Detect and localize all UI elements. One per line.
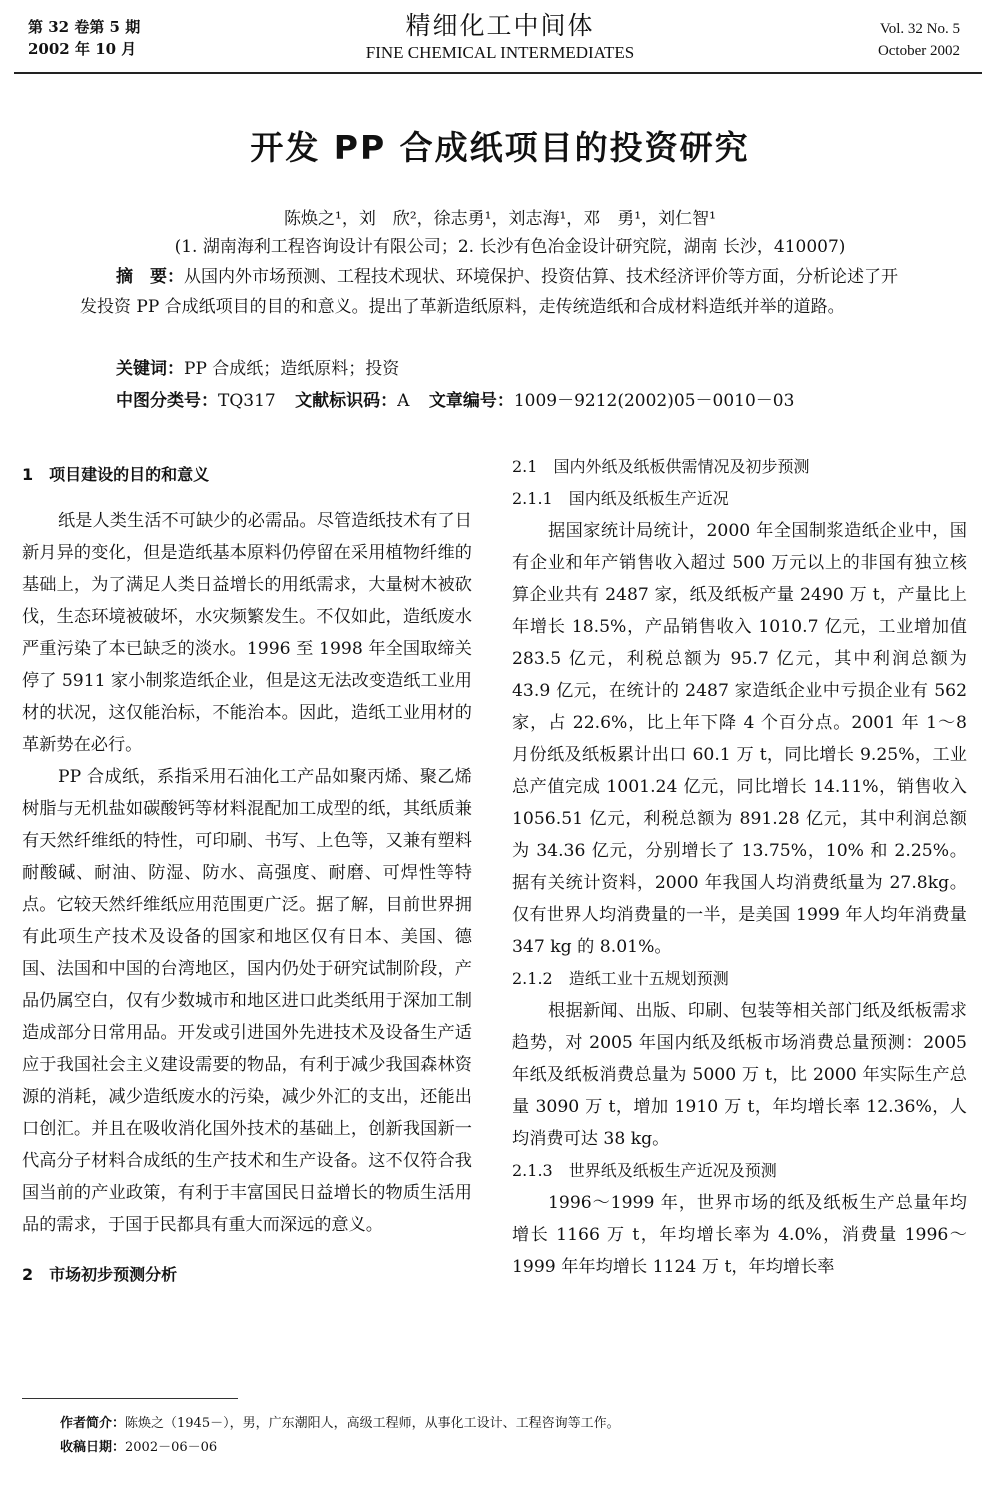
- keywords-label: 关键词：: [116, 359, 184, 379]
- subsection-2-1-1: 2.1.1 国内纸及纸板生产近况: [512, 489, 729, 508]
- paragraph: PP 合成纸，系指采用石油化工产品如聚丙烯、聚乙烯树脂与无机盐如碳酸钙等材料混配加工成型的纸，其纸质兼有天然纤维纸的特性，可印刷、书写、上色等，又兼有塑料耐酸碱、耐油、防湿、防水、高强度、耐磨、可焊性等特点。它较天然纤维纸应用范围更广泛。据了解，目前世界拥有此项生产技术及设备的国家和地区仅有日本、美国、德国、法国和中国的台湾地区，国内仍处于研究试制阶段，产品仍属空白，仅有少数城市和地区进口此类纸用于深加工制造成部分日常用品。开发或引进国外先进技术及设备生产适应于我国社会主义建设需要的物品，有利于减少我国森林资源的消耗，减少造纸废水的污染，减少外汇的支出，还能出口创汇。并且在吸收消化国外技术的基础上，创新我国新一代高分子材料合成纸的生产技术和生产设备。这不仅符合我国当前的产业政策，有利于丰富国民日益增长的物质生活用品的需求，于国于民都具有重大而深远的意义。: [22, 767, 472, 1235]
- keywords-text: PP 合成纸；造纸原料；投资: [184, 359, 400, 379]
- journal-title: [0, 10, 1000, 64]
- doc-code-value: A: [397, 391, 410, 411]
- article-no-value: 1009－9212(2002)05－0010－03: [513, 391, 795, 411]
- paragraph: 据国家统计局统计，2000 年全国制浆造纸企业中，国有企业和年产销售收入超过 500 万元以上的非国有独立核算企业共有 2487 家，纸及纸板产量 2490 万 t，产量比上年增长 18.5%，产品销售收入 1010.7 亿元，工业增加值 283.5 亿元，利税总额为 95.7 亿元，其中利润总额为 43.9 亿元，在统计的 2487 家造纸企业中亏损企业有 562 家，占 22.6%，比上年下降 4 个百分点。2001 年 1～8 月份纸及纸板累计出口 60.1 万 t，同比增长 9.25%，工业总产值完成 1001.24 亿元，同比增长 14.11%，销售收入 1056.51 亿元，利税总额为 891.28 亿元，其中利润总额为 34.36 亿元，分别增长了 13.75%，10% 和 2.25%。据有关统计资料，2000 年我国人均消费纸量为 27.8kg。仅有世界人均消费量的一半，是美国 1999 年人均年消费量 347 kg 的 8.01%。: [512, 521, 967, 957]
- right-column: [512, 457, 967, 1283]
- volume-cn: 第 32 卷第 5 期: [28, 18, 141, 36]
- received-date: [60, 1436, 620, 1460]
- header-divider: [14, 72, 982, 74]
- abstract-label: 摘 要：: [116, 267, 184, 287]
- author-bio-text: 陈焕之（1945－），男，广东潮阳人，高级工程师，从事化工设计、工程咨询等工作。: [125, 1416, 620, 1431]
- received-label: 收稿日期：: [60, 1440, 126, 1455]
- journal-name-cn: 精细化工中间体: [405, 11, 595, 40]
- article-no-label: 文章编号：: [428, 391, 514, 411]
- section-1-heading: 1 项目建设的目的和意义: [22, 465, 210, 484]
- issue-info-en: [878, 18, 960, 62]
- author-bio-label: 作者简介：: [60, 1416, 126, 1431]
- footnote-divider: [22, 1398, 238, 1399]
- clc-value: TQ317: [218, 391, 276, 411]
- keywords: [116, 354, 399, 379]
- article-title: 开发 PP 合成纸项目的投资研究: [250, 128, 750, 167]
- paragraph: 根据新闻、出版、印刷、包装等相关部门纸及纸板需求趋势，对 2005 年国内纸及纸板市场消费总量预测：2005 年纸及纸板消费总量为 5000 万 t，比 2000 年实际生产总量 3090 万 t，增加 1910 万 t，年均增长率 12.36%，人均消费可达 38 kg。: [512, 1001, 967, 1149]
- subsection-2-1-3: 2.1.3 世界纸及纸板生产近况及预测: [512, 1161, 777, 1180]
- received-text: 2002－06－06: [125, 1440, 218, 1455]
- clc-code: [116, 391, 276, 411]
- classification-line: [116, 386, 808, 411]
- abstract: [80, 262, 910, 322]
- date-en: October 2002: [877, 43, 960, 59]
- paragraph: 1996～1999 年，世界市场的纸及纸板生产总量年均增长 1166 万 t，年均增长率为 4.0%，消费量 1996～1999 年年均增长 1124 万 t，年均增长率: [512, 1193, 967, 1277]
- section-2-heading: 2 市场初步预测分析: [22, 1265, 178, 1284]
- volume-en: Vol. 32 No. 5: [879, 21, 960, 37]
- subsection-2-1: 2.1 国内外纸及纸板供需情况及初步预测: [512, 457, 810, 476]
- doc-code-label: 文献标识码：: [295, 391, 398, 411]
- footnote: [60, 1412, 620, 1460]
- paragraph: 纸是人类生活不可缺少的必需品。尽管造纸技术有了日新月异的变化，但是造纸基本原料仍停留在采用植物纤维的基础上，为了满足人类日益增长的用纸需求，大量树木被砍伐，生态环境被破坏，水灾频繁发生。不仅如此，造纸废水严重污染了本已缺乏的淡水。1996 至 1998 年全国取缔关停了 5911 家小制浆造纸企业，但是这无法改变造纸工业用材的状况，这仅能治标，不能治本。因此，造纸工业用材的革新势在必行。: [22, 511, 472, 755]
- date-cn: 2002 年 10 月: [28, 40, 137, 58]
- author-bio: [60, 1412, 620, 1436]
- clc-label: 中图分类号：: [116, 391, 218, 411]
- journal-name-en: FINE CHEMICAL INTERMEDIATES: [365, 43, 635, 62]
- article-number: [429, 391, 795, 411]
- abstract-text: 从国内外市场预测、工程技术现状、环境保护、投资估算、技术经济评价等方面，分析论述了开发投资 PP 合成纸项目的目的和意义。提出了革新造纸原料，走传统造纸和合成材料造纸并举的道路。: [80, 267, 898, 317]
- subsection-2-1-2: 2.1.2 造纸工业十五规划预测: [512, 969, 729, 988]
- left-column: [22, 465, 472, 1291]
- author-list: 陈焕之¹，刘 欣²，徐志勇¹，刘志海¹，邓 勇¹，刘仁智¹: [284, 209, 716, 229]
- affiliation: (1. 湖南海利工程咨询设计有限公司；2. 长沙有色冶金设计研究院，湖南 长沙，410007): [174, 237, 846, 257]
- doc-code: [295, 391, 409, 411]
